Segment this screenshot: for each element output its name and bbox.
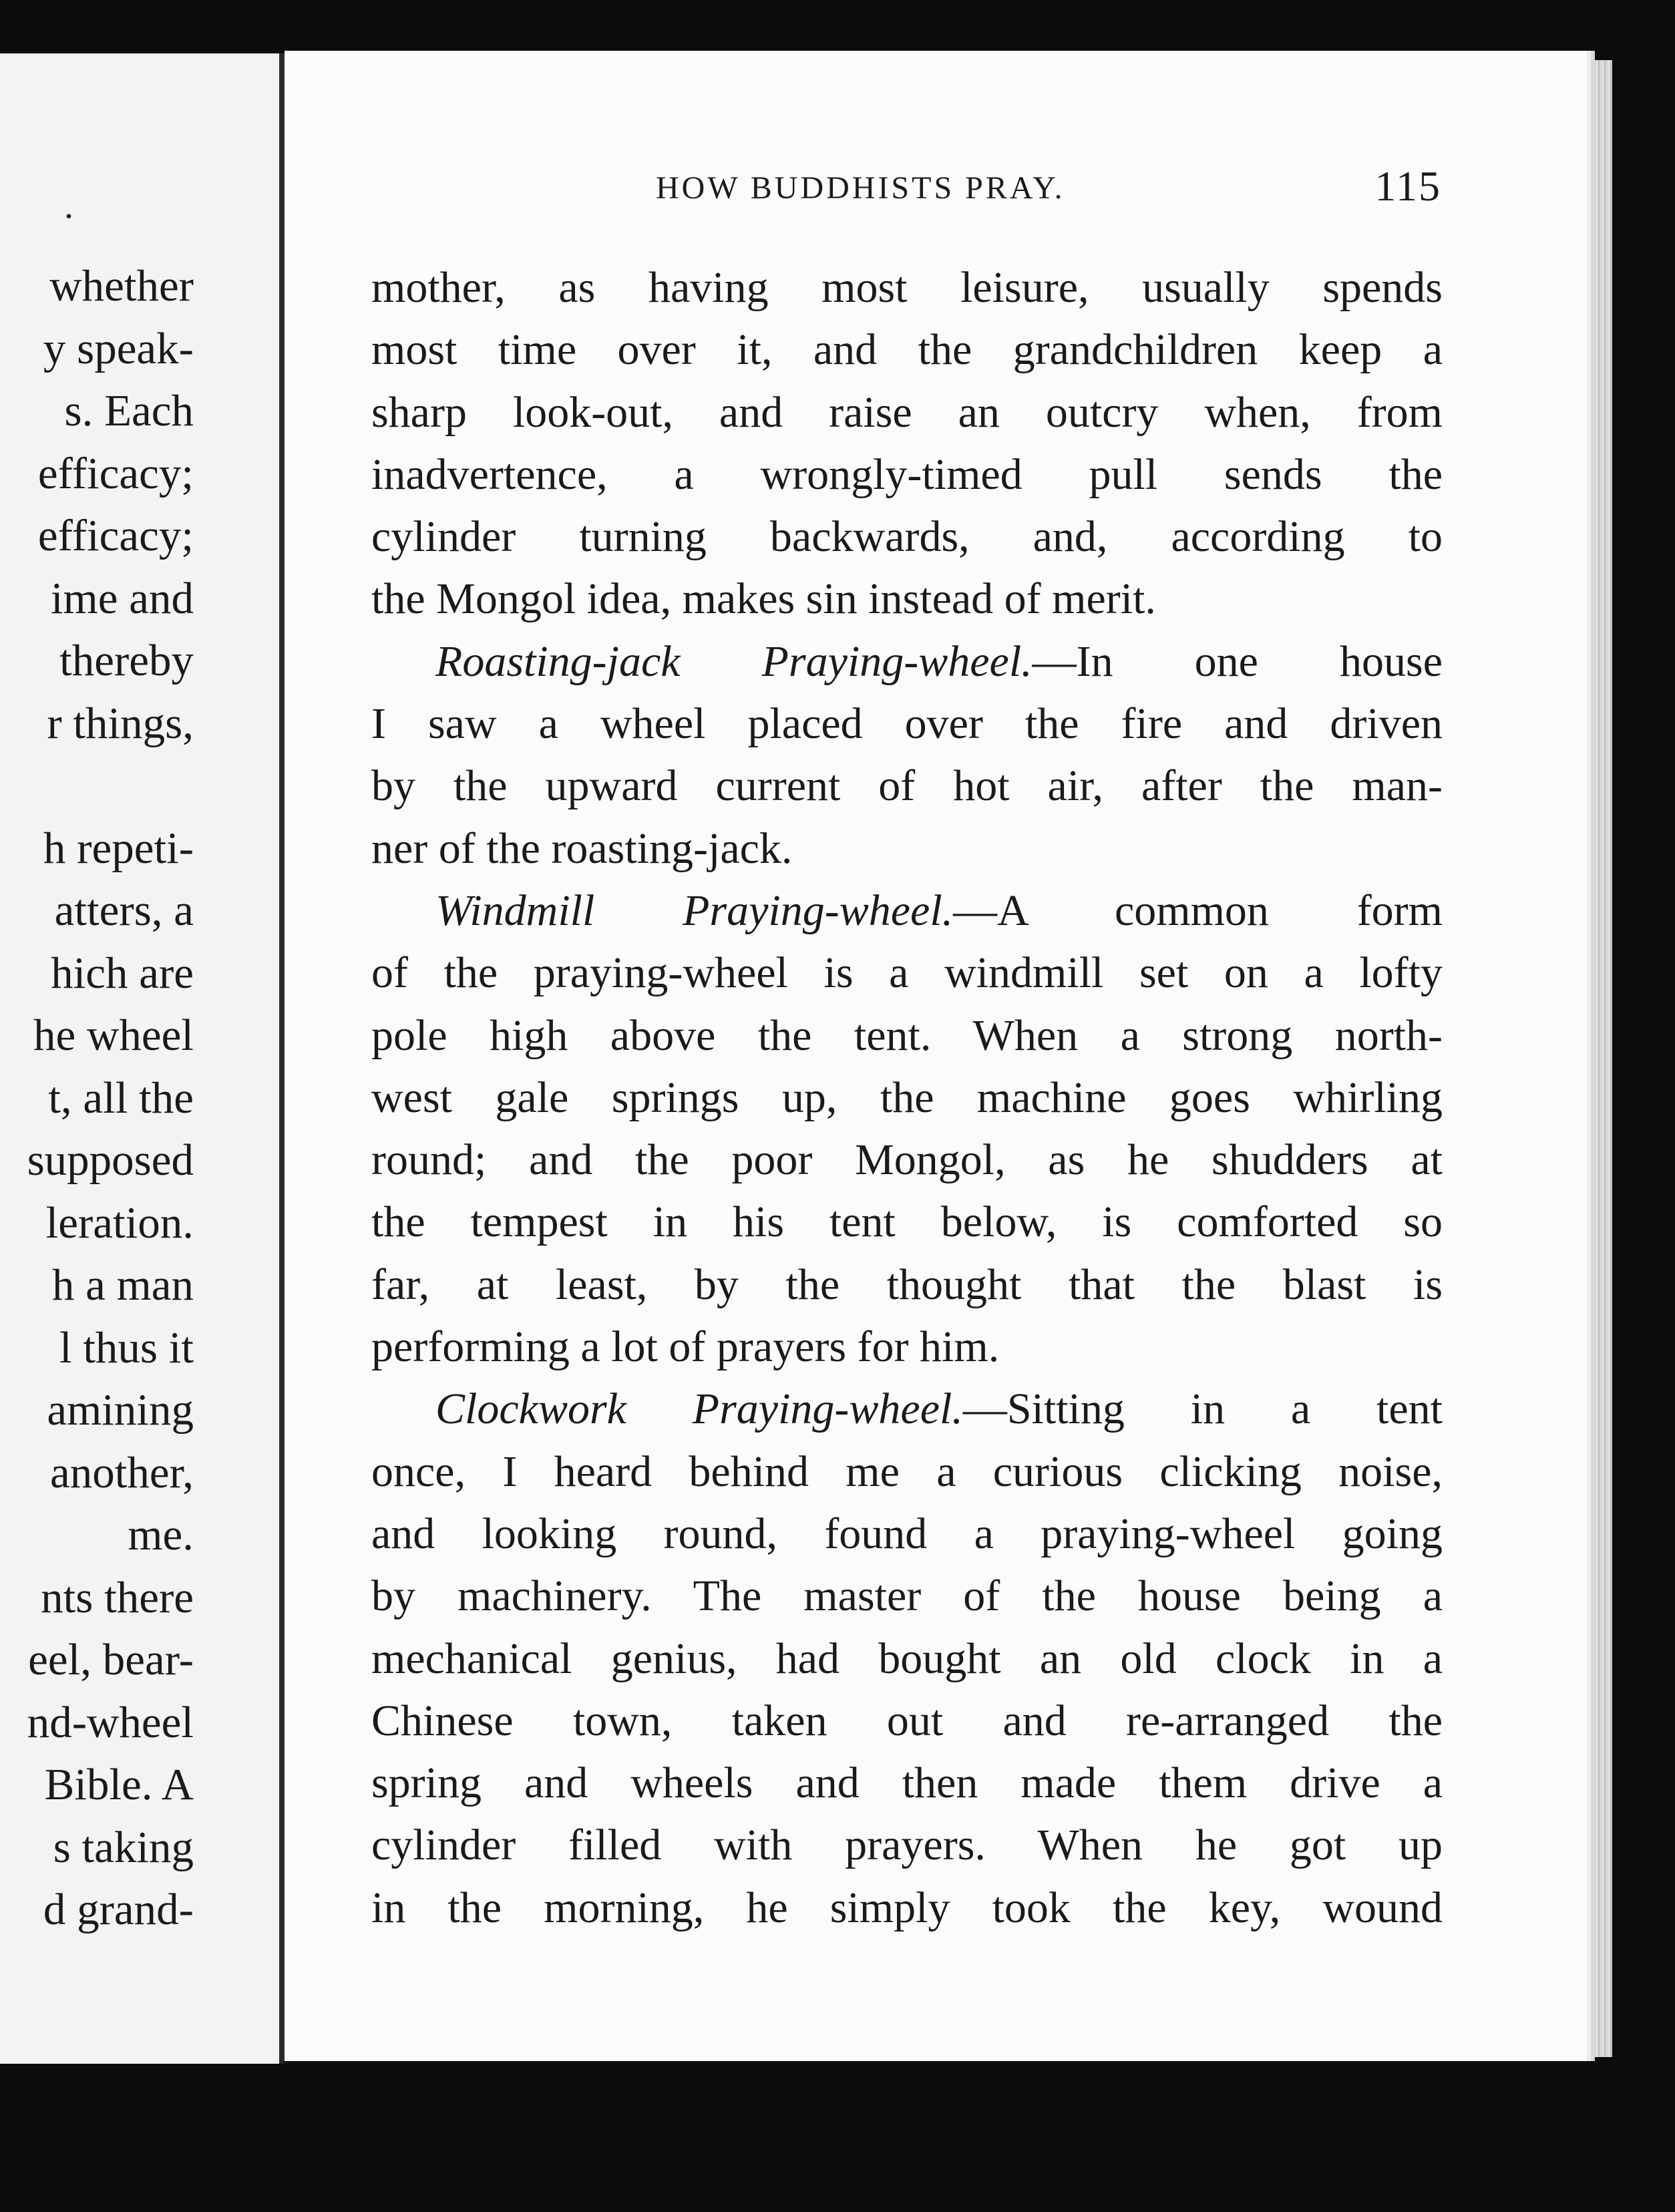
- previous-page-line: supposed: [27, 1135, 194, 1185]
- line-text: round; and the poor Mongol, as he shudders at: [371, 1135, 1443, 1185]
- previous-page-line: r things,: [47, 698, 194, 748]
- previous-page-text: [27, 255, 194, 1942]
- previous-page-line: whether: [49, 261, 194, 311]
- section-heading-line: [371, 880, 1443, 942]
- previous-page-line: amining: [47, 1385, 194, 1435]
- previous-page-line: efficacy;: [37, 448, 194, 498]
- previous-page-line: h a man: [51, 1260, 194, 1310]
- section-heading: Roasting-jack Praying-wheel.: [435, 636, 1033, 686]
- line-text: spring and wheels and then made them drive a: [371, 1759, 1443, 1808]
- line-text: by the upward current of hot air, after the man-: [371, 761, 1443, 811]
- line-text: of the praying-wheel is a windmill set on a lofty: [371, 948, 1443, 998]
- line-text: the Mongol idea, makes sin instead of merit.: [371, 574, 1156, 624]
- text-line: [371, 1628, 1443, 1690]
- text-line: [371, 319, 1443, 381]
- text-line: [371, 443, 1443, 506]
- previous-page-line: another,: [50, 1447, 194, 1497]
- text-line: [371, 1316, 1443, 1378]
- line-text: ner of the roasting-jack.: [371, 823, 793, 873]
- text-line: [371, 506, 1443, 568]
- line-text: in the morning, he simply took the key, wound: [371, 1883, 1443, 1932]
- text-line: [371, 817, 1443, 880]
- text-line: [371, 1441, 1443, 1503]
- text-line: [371, 1191, 1443, 1253]
- line-text: I saw a wheel placed over the fire and driven: [371, 699, 1443, 749]
- previous-page-line: nd-wheel: [27, 1697, 194, 1747]
- line-text: inadvertence, a wrongly-timed pull sends the: [371, 449, 1443, 499]
- previous-page-line: l thus it: [59, 1322, 194, 1372]
- line-text: sharp look-out, and raise an outcry when, from: [371, 387, 1443, 437]
- section-heading: Windmill Praying-wheel.: [435, 886, 954, 935]
- line-text: Chinese town, taken out and re-arranged the: [371, 1696, 1443, 1745]
- previous-page-line: thereby: [59, 636, 194, 685]
- text-line: [371, 1814, 1443, 1876]
- previous-page-line: h repeti-: [43, 823, 194, 873]
- text-line: [371, 1503, 1443, 1565]
- line-text: cylinder filled with prayers. When he got up: [371, 1821, 1443, 1870]
- line-text: by machinery. The master of the house being a: [371, 1572, 1443, 1621]
- previous-page-line: atters, a: [54, 886, 194, 935]
- line-text: most time over it, and the grandchildren keep a: [371, 325, 1443, 375]
- line-text: —A common form: [953, 886, 1443, 935]
- line-text: far, at least, by the thought that the blast is: [371, 1260, 1443, 1309]
- line-text: pole high above the tent. When a strong north-: [371, 1010, 1443, 1060]
- stray-mark: .: [64, 185, 73, 226]
- line-text: cylinder turning backwards, and, according to: [371, 512, 1443, 562]
- text-line: [371, 942, 1443, 1004]
- text-line: [371, 381, 1443, 443]
- line-text: —In one house: [1032, 636, 1443, 686]
- section-heading-line: [371, 630, 1443, 693]
- text-line: [371, 1565, 1443, 1627]
- line-text: the tempest in his tent below, is comforted so: [371, 1197, 1443, 1247]
- previous-page-line: eel, bear-: [28, 1635, 194, 1684]
- line-text: mother, as having most leisure, usually spends: [371, 263, 1443, 312]
- text-line: [371, 1690, 1443, 1752]
- previous-page-line: s taking: [53, 1822, 194, 1872]
- page-body-text: [371, 256, 1443, 1939]
- line-text: mechanical genius, had bought an old clock in a: [371, 1634, 1443, 1683]
- line-text: and looking round, found a praying-wheel going: [371, 1509, 1443, 1558]
- page-number: 115: [1374, 162, 1441, 210]
- previous-page-line: nts there: [41, 1572, 194, 1622]
- text-line: [371, 693, 1443, 755]
- previous-page-line: hich are: [51, 948, 194, 998]
- text-line: [371, 1752, 1443, 1814]
- text-line: [371, 1004, 1443, 1067]
- previous-page-line: he wheel: [33, 1010, 194, 1060]
- text-line: [371, 1067, 1443, 1129]
- previous-page-line: d grand-: [43, 1885, 194, 1934]
- page-edges: [1595, 60, 1612, 2057]
- previous-page-line: t, all the: [48, 1073, 194, 1123]
- line-text: once, I heard behind me a curious clicking noise,: [371, 1447, 1443, 1496]
- previous-page-line: y speak-: [43, 323, 194, 373]
- previous-page-line: me.: [128, 1510, 194, 1559]
- text-line: [371, 568, 1443, 630]
- previous-page-line: leration.: [45, 1197, 194, 1248]
- previous-page: [0, 53, 279, 2064]
- text-line: [371, 1254, 1443, 1316]
- section-heading: Clockwork Praying-wheel.: [435, 1385, 963, 1434]
- previous-page-line: s. Each: [64, 386, 194, 435]
- line-text: —Sitting in a tent: [962, 1385, 1443, 1434]
- line-text: west gale springs up, the machine goes whirling: [371, 1073, 1443, 1122]
- text-line: [371, 1877, 1443, 1939]
- previous-page-line: [27, 755, 194, 817]
- text-line: [371, 1129, 1443, 1191]
- text-line: [371, 755, 1443, 817]
- running-head-title: HOW BUDDHISTS PRAY.: [656, 170, 1065, 206]
- line-text: performing a lot of prayers for him.: [371, 1322, 1000, 1372]
- previous-page-line: Bible. A: [44, 1760, 194, 1809]
- section-heading-line: [371, 1378, 1443, 1440]
- book-gutter: [279, 53, 285, 2064]
- text-line: [371, 256, 1443, 319]
- previous-page-line: ime and: [51, 573, 194, 623]
- previous-page-line: efficacy;: [37, 511, 194, 560]
